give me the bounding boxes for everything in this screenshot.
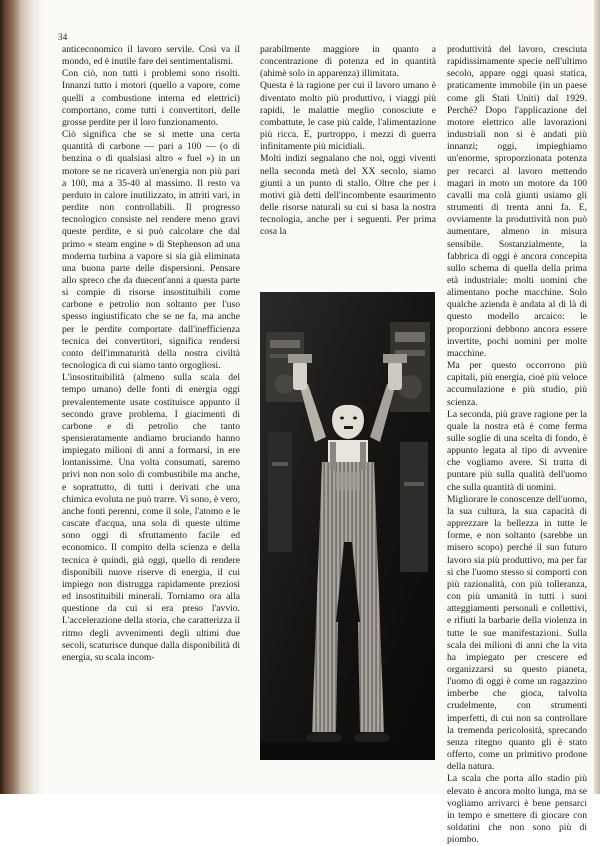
paragraph: La scala che porta allo stadio più elevato è ancora molto lunga, ma se vogliamo arrivarci è bene pensarci in tempo e smettere di giocare con soldatini che non sono più di piombo. [447, 773, 587, 846]
chaplin-photo [260, 292, 435, 760]
paragraph: Ciò significa che se si mette una certa quantità di carbone — pari a 100 — (o di benzina o di qualsiasi altro « fuel ») in un motore se ne ricaverà un'energia non più pari a 100, ma a 35-40 al massimo. Il resto va perduto in calore inutilizzato, in attriti vari, in perdite non controllabili. Il progresso tecnologico consiste nel rendere meno gravi queste perdite, e si può calcolare che dal primo « steam engine » di Stephenson ad una moderna turbina a vapore si sia già eliminata una buona parte delle dispersioni. Pensare allo spreco che da duecent'anni a questa parte si compie di risorse insostituibili come carbone e petrolio non soltanto per l'uso spesso ingiustificato che se ne fa, ma anche per le perdite comportate dall'inefficienza tecnica dei convertitori, significa rendersi conto dell'immaturità della nostra civiltà tecnologica di cui siamo tanto orgogliosi. [62, 129, 240, 372]
paragraph: parabilmente maggiore in quanto a concentrazione di potenza ed in quantità (ahimè solo in apparenza) illimitata. [260, 44, 436, 80]
paragraph: Ma per questo occorrono più capitali, più energia, cioè più veloce accumulazione e più studio, più scienza. [447, 360, 587, 408]
book-binding [0, 0, 44, 794]
text-column-right [447, 44, 587, 846]
paragraph: L'insostituibilità (almeno sulla scala del tempo umano) delle fonti di energia oggi prevalentemente usate costituisce appunto il secondo grave problema. I giacimenti di carbone e di petrolio che tanto spensieratamente andiamo bruciando hanno impiegato milioni di anni a formarsi, in ere lontanissime. Una volta consumati, saremo privi non non solo di combustibile ma anche, e soprattutto, di tutti i derivati che una chimica evoluta ne può trarre. Vi sono, è vero, anche fonti perenni, come il sole, l'atomo e le cascate d'acqua, una sola di queste ultime sono oggi di sfruttamento facile ed economico. Il compito della scienza e della tecnica è quindi, già oggi, quello di rendere disponibili nuove riserve di energia, il cui impiego non distrugga rapidamente preziosi ed insostituibili minerali. Torniamo ora alla questione da cui si era preso l'avvio. L'accelerazione della storia, che caratterizza il ritmo degli avvenimenti degli ultimi due secoli, scaturisce dunque dalla disponibilità di energia, su scala incom- [62, 372, 240, 663]
text-column-left [62, 44, 240, 786]
paragraph: La seconda, più grave ragione per la quale la nostra età è come ferma sulle soglie di una scelta di fondo, è appunto legata al tipo di avvenire che vogliamo avere. Si tratta di puntare più sulla qualità dell'uomo che sulla quantità di uomini. [447, 408, 587, 493]
paragraph: Molti indizi segnalano che noi, oggi viventi nella seconda metà del XX secolo, siamo giunti a un punto di stallo. Oltre che per i motivi già detti dell'incombente esaurimento delle risorse naturali su cui si basa la nostra tecnologia, anche per i seguenti. Per prima cosa la [260, 153, 436, 238]
text-column-middle [260, 44, 436, 284]
page-edge [594, 0, 600, 794]
chaplin-illustration [260, 292, 435, 760]
paragraph: Migliorare le conoscenze dell'uomo, la sua cultura, la sua capacità di apprezzare la bellezza in tutte le forme, e non soltanto (sarebbe un misero scopo) perché il suo futuro lavoro sia più produttivo, ma per far sì che l'uomo stesso si comporti con più razionalità, con più tolleranza, con più umanità in tutti i suoi atteggiamenti personali e collettivi, e rifiuti la barbarie della violenza in tutte le sue manifestazioni. Sulla scala dei milioni di anni che la vita ha impiegato per crescere ed organizzarsi su questo pianeta, l'uomo di oggi è come un ragazzino imberbe che gioca, talvolta crudelmente, con strumenti imperfetti, di cui non sa controllare la tremenda pericolosità, sprecando senza ritegno quanto gli è stato offerto, come un primitivo prodone della natura. [447, 493, 587, 773]
page-number: 34 [58, 32, 68, 42]
paragraph: Questa è la ragione per cui il lavoro umano è diventato molto più produttivo, i viaggi più rapidi, le malattie meglio conosciute e combattute, le case più calde, l'alimentazione più ricca. E, purtroppo, i mezzi di guerra infinitamente più micidiali. [260, 80, 436, 153]
paragraph: anticeconomico il lavoro servile. Così va il mondo, ed è inutile fare dei sentimentalismi. [62, 44, 240, 68]
paragraph: produttività del lavoro, cresciuta rapidissimamente specie nell'ultimo secolo, appare oggi quasi statica, praticamente immobile (in un paese come gli Stati Uniti) dal 1929. Perché? Dopo l'applicazione del motore elettrico alle lavorazioni industriali non si è andati più innanzi; oggi, impieghiamo un'enorme, sproporzionata potenza per recarci al lavoro mettendo magari in moto un motore da 100 cavalli ma colà giunti usiamo gli strumenti di trenta anni fa. E, ovviamente la produttività non può aumentare, almeno in misura sensibile. Sostanzialmente, la fabbrica di oggi è ancora concepita sullo schema di quella della prima età industriale: molti uomini che alimentano poche macchine. Solo qualche azienda è andata al di là di questo modello arcaico: le proporzioni debbono ancora essere invertite, pochi uomini per molte macchine. [447, 44, 587, 359]
paragraph: Con ciò, non tutti i problemi sono risolti. Innanzi tutto i motori (quello a vapore, come quelli a combustione interna ed elettrici) comportano, come tutti i convertitori, delle grosse perdite per il loro funzionamento. [62, 68, 240, 128]
